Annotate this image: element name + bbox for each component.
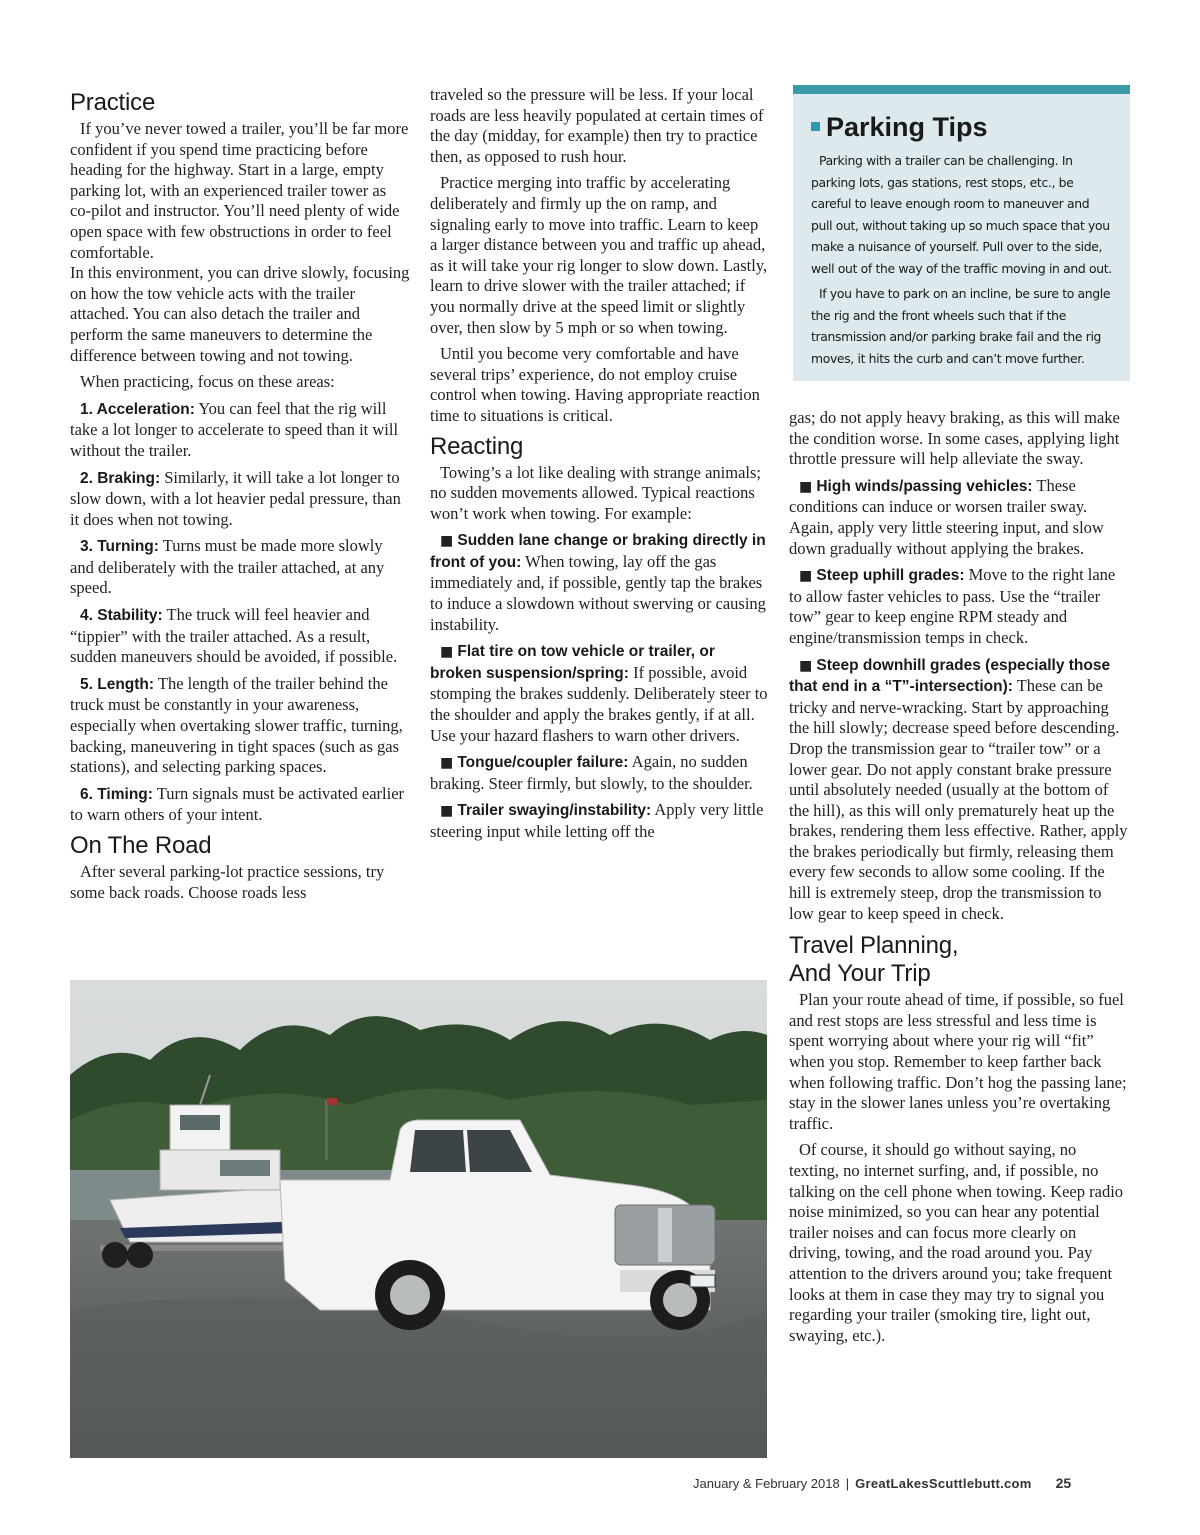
item-lead: 2. Braking: — [80, 469, 161, 487]
item-lead: Steep uphill grades: — [816, 567, 965, 585]
reacting-item — [430, 800, 768, 842]
road-paragraph: Until you become very comfortable and have several trips’ experience, do not employ cruise control when towing. Having appropriate reaction time to situations is critical. — [430, 344, 760, 425]
road-paragraph: Practice merging into traffic by accelerating deliberately and firmly up the on ramp, and signaling early to move into traffic. Learn to keep a larger distance between you and traffic up ahead, as it will take your rig longer to slow down. Lastly, learn to drive slower with the trailer attached; if you normally drive at the speed limit or slightly over, then slow by 5 mph or so when towing. — [430, 173, 768, 337]
item-lead: High winds/passing vehicles: — [816, 477, 1033, 495]
practice-item-timing — [70, 784, 410, 826]
parking-tips-paragraph: If you have to park on an incline, be sure to angle the rig and the front wheels such that if the transmission and/or parking brake fail and the rig moves, it hits the curb and can’t move further. — [811, 286, 1111, 366]
item-text: These can be tricky and nerve-wracking. Start by approaching the hill slowly; decrease speed before descending. Drop the transmission gear to “trailer tow” or a lower gear. Do not apply constant brake pressure until absolutely needed (usually at the bottom of the hill), as this will only prematurely heat up the brakes, rendering them less effective. Rather, apply the brakes periodically but firmly, releasing them every few seconds to allow some cooling. If the hill is extremely steep, drop the transmission to low gear to keep speed in check. — [789, 676, 1128, 923]
reacting-item — [789, 476, 1129, 559]
practice-paragraph: When practicing, focus on these areas: — [80, 372, 335, 392]
practice-heading: Practice — [70, 89, 156, 116]
item-lead: 4. Stability: — [80, 607, 163, 625]
reacting-item — [430, 530, 768, 635]
item-text: Turns must be made more slowly and deliberately with the trailer attached, at any speed. — [70, 536, 385, 598]
column-right — [789, 408, 1129, 1352]
heading-line: And Your Trip — [789, 960, 931, 988]
truck-towing-boat-photo — [70, 980, 767, 1458]
page-footer — [693, 1475, 1071, 1491]
footer-separator: | — [845, 1476, 850, 1491]
reacting-heading: Reacting — [430, 432, 524, 460]
item-lead: 5. Length: — [80, 675, 155, 693]
parking-tips-box — [793, 85, 1130, 381]
practice-item-turning — [70, 536, 410, 599]
travel-paragraph: Of course, it should go without saying, no texting, no internet surfing, and, if possible, no talking on the cell phone when towing. Keep radio noise minimized, so you can hear any potential trailer noises and can focus more clearly on driving, towing, and the road around you. Pay attention to the drivers around you; take frequent looks at them in case they may try to signal you regarding your trailer (smoking tire, light out, swaying, etc.). — [789, 1140, 1124, 1345]
bullet-square-icon: ■ — [799, 478, 813, 495]
parking-tips-title — [811, 112, 1112, 142]
bullet-square-icon: ■ — [440, 533, 454, 550]
item-lead: Steep downhill grades (especially those that end in a “T”-intersection): — [789, 656, 1111, 696]
item-lead: Flat tire on tow vehicle or trailer, or broken suspension/spring: — [430, 643, 715, 682]
item-text: Move to the right lane to allow faster vehicles to pass. Use the “trailer tow” gear to keep engine RPM steady and engine/transmission temps in check. — [789, 565, 1116, 647]
travel-paragraph: Plan your route ahead of time, if possible, so fuel and rest stops are less stressful and less time is spent worrying about where your rig will “fit” when you stop. Remember to keep farther back when following traffic. Don’t hog the passing lane; stay in the slower lanes unless you’re overtaking traffic. — [789, 990, 1127, 1133]
practice-item-stability — [70, 605, 410, 668]
reacting-paragraph-continued: gas; do not apply heavy braking, as this will make the condition worse. In some cases, applying light throttle pressure will help alleviate the sway. — [789, 408, 1120, 469]
item-lead: Sudden lane change or braking directly in front of you: — [430, 532, 766, 571]
item-text: When towing, lay off the gas immediately and, if possible, gently tap the brakes to induce a slowdown without swerving or causing instability. — [430, 551, 766, 634]
item-text: Turn signals must be activated earlier to warn others of your intent. — [70, 783, 405, 825]
issue-date: January & February 2018 — [693, 1476, 840, 1491]
bullet-square-icon: ■ — [799, 657, 813, 674]
item-text: If possible, avoid stomping the brakes suddenly. Deliberately steer to the shoulder and apply the brakes gently, if at all. Use your hazard flashers to warn other drivers. — [430, 662, 768, 745]
reacting-item — [789, 565, 1129, 648]
practice-paragraph: In this environment, you can drive slowly, focusing on how the tow vehicle acts with the trailer attached. You can also detach the trailer and perform the same maneuvers to determine the difference between towing and not towing. — [70, 263, 410, 365]
reacting-item — [430, 752, 768, 794]
column-middle — [430, 85, 768, 849]
on-the-road-heading: On The Road — [70, 832, 212, 859]
reacting-item — [789, 655, 1129, 925]
item-lead: Trailer swaying/instability: — [457, 802, 652, 820]
bullet-square-icon: ■ — [440, 644, 454, 661]
item-lead: Tongue/coupler failure: — [457, 754, 629, 772]
item-lead: 3. Turning: — [80, 538, 159, 556]
photo-illustration — [70, 980, 767, 1458]
practice-item-braking — [70, 468, 410, 531]
item-text: Similarly, it will take a lot longer to slow down, with a lot heavier pedal pressure, than it does when not towing. — [70, 467, 401, 529]
column-left — [70, 85, 410, 909]
travel-planning-heading — [789, 932, 1129, 988]
bullet-square-icon: ■ — [440, 755, 454, 772]
item-text: The length of the trailer behind the truck must be constantly in your awareness, especially when overtaking slower traffic, turning, backing, maneuvering in tight spaces (such as gas stations), and selecting parking spaces. — [70, 673, 403, 777]
practice-item-acceleration — [70, 399, 410, 462]
parking-tips-title-text: Parking Tips — [826, 112, 988, 142]
bullet-square-icon: ■ — [440, 803, 454, 820]
practice-item-length — [70, 674, 410, 778]
page-number: 25 — [1055, 1475, 1072, 1491]
practice-paragraph: If you’ve never towed a trailer, you’ll be far more confident if you spend time practicing before heading for the highway. Start in a large, empty parking lot, with an experienced trailer tower as co-pilot and instructor. You’ll need plenty of wide open space with few obstructions in order to feel comfortable. — [70, 119, 409, 262]
reacting-paragraph: Towing’s a lot like dealing with strange animals; no sudden movements allowed. Typical reactions won’t work when towing. For example: — [430, 462, 761, 523]
square-bullet-icon — [811, 122, 820, 131]
heading-line: Travel Planning, — [789, 932, 959, 960]
item-text: The truck will feel heavier and “tippier” with the trailer attached. As a result, sudden maneuvers should be avoided, if possible. — [70, 605, 398, 667]
road-paragraph-continued: traveled so the pressure will be less. If your local roads are less heavily populated at certain times of the day (midday, for example) then try to practice then, as opposed to rush hour. — [430, 85, 764, 166]
item-lead: 1. Acceleration: — [80, 400, 195, 418]
item-text: Again, no sudden braking. Steer firmly, but slowly, to the shoulder. — [430, 752, 753, 793]
parking-tips-paragraph: Parking with a trailer can be challenging. In parking lots, gas stations, rest stops, etc., be careful to leave enough room to maneuver and pull out, without taking up so much space that you make a nuisance of yourself. Pull over to the side, well out of the way of the traffic moving in and out. — [811, 153, 1112, 276]
reacting-item — [430, 641, 768, 746]
bullet-square-icon: ■ — [799, 568, 813, 585]
item-text: These conditions can induce or worsen trailer sway. Again, apply very little steering input, and slow down gradually without applying the brakes. — [789, 475, 1104, 558]
road-paragraph: After several parking-lot practice sessions, try some back roads. Choose roads less — [70, 862, 385, 902]
website-link[interactable]: GreatLakesScuttlebutt.com — [855, 1476, 1032, 1491]
item-text: Apply very little steering input while letting off the — [430, 800, 764, 841]
item-lead: 6. Timing: — [80, 785, 153, 803]
item-text: You can feel that the rig will take a lot longer to accelerate to speed than it will without the trailer. — [70, 398, 399, 460]
